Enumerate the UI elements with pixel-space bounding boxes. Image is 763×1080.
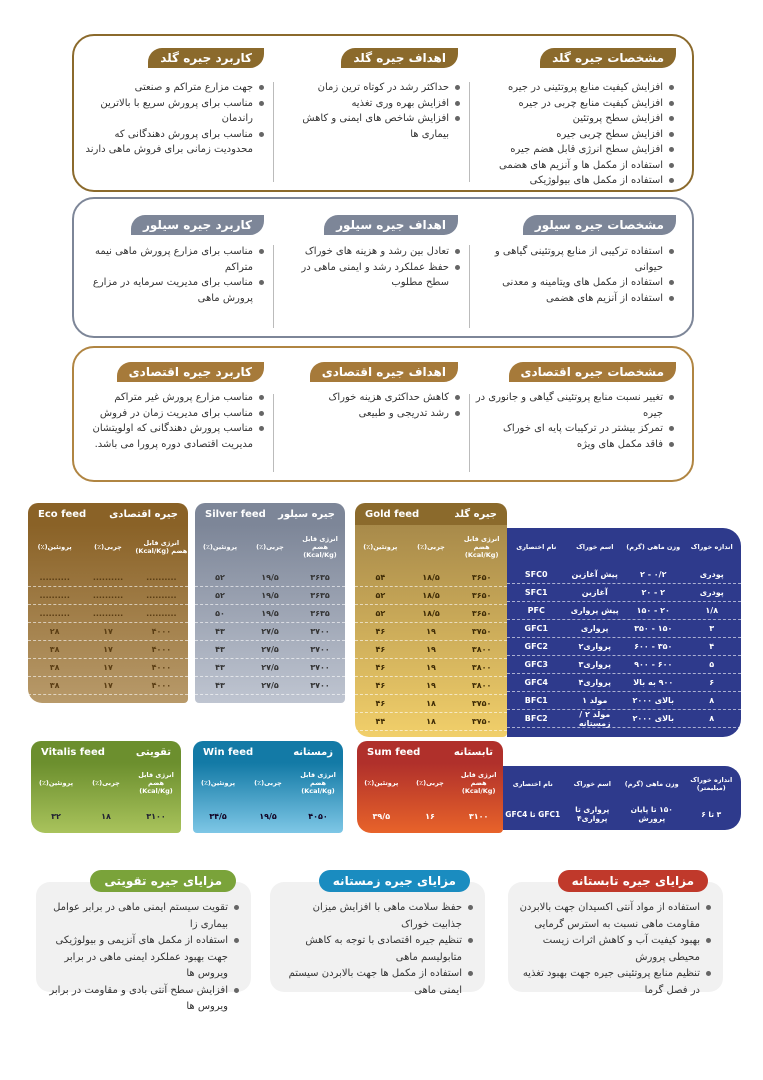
cell: مولد ۲ / زمستانه [578, 709, 611, 728]
table-row [503, 802, 741, 826]
list-item: استفاده از مواد آنتی اکسیدان جهت بالابردن مقاومت ماهی نسبت به استرس گرمایی [518, 900, 711, 933]
list-item: فاقد مکمل های ویژه [474, 437, 674, 453]
cell: پرواری۴ [578, 678, 612, 687]
cell: پیش پرواری [570, 606, 619, 615]
cell: ۳۷۰۰ [310, 627, 330, 636]
divider [469, 82, 471, 182]
cell: بالای ۲۰۰۰ [632, 714, 675, 723]
list-item: تنظیم جیره اقتصادی با توجه به کاهش متابولیسم ماهی [280, 933, 473, 966]
list-item: حفظ سلامت ماهی با افزایش میزان جذابیت خوراک [280, 900, 473, 933]
eco-goal-title: اهداف جیره اقتصادی [310, 362, 458, 382]
col-code: نام اختصاری [516, 543, 557, 551]
col-fat: چربی(٪) [254, 779, 282, 787]
cell: ۴۰۰۰ [151, 627, 172, 636]
cell: .......... [146, 573, 177, 582]
col-name: اسم خوراک [573, 780, 611, 788]
list-item: تقویت سیستم ایمنی ماهی در برابر عوامل بیماری زا [46, 900, 239, 933]
eco-use-title: کاربرد جیره اقتصادی [117, 362, 264, 382]
cell: ۳۷۰۰ [310, 681, 330, 690]
cell: ۱۹/۵ [259, 811, 277, 821]
cell: ۲۰ - ۱۵۰ [636, 606, 670, 615]
list-item: مناسب برای پرورش دهندگانی که محدودیت زمانی برای فروش ماهی دارند [84, 127, 264, 158]
col-energy: انرژی قابل هضم (Kcal/Kg) [138, 771, 174, 795]
cell: .......... [92, 573, 124, 582]
list-item: افزایش بهره وری تغذیه [280, 96, 460, 112]
table-row [355, 587, 507, 605]
table-row [28, 605, 188, 623]
main-feed-table [507, 528, 741, 737]
eco-spec-list [474, 390, 674, 452]
col-fat: چربی(٪) [417, 543, 445, 551]
silver-feed-en: Silver feed [205, 508, 266, 520]
winter-benefits-title: مزایای جیره زمستانه [319, 870, 470, 892]
cell: ۳۱۰۰ [468, 811, 489, 821]
win-feed-en: Win feed [203, 746, 254, 758]
cell: ۳۶۵۰ [471, 573, 492, 582]
cell: ۴۰۵۰ [308, 811, 328, 821]
col-size: اندازه خوراک (میلیمتر) [690, 776, 733, 792]
vitalis-benefits-box [36, 874, 251, 1012]
eco-goal-list [280, 390, 460, 421]
cell: ۱۷ [103, 681, 113, 690]
col-fat: چربی(٪) [92, 779, 120, 787]
table-row [355, 641, 507, 659]
cell: .......... [92, 591, 124, 600]
list-item: استفاده ترکیبی از منابع پروتئینی گیاهی و حیوانی [474, 244, 674, 275]
col-size: اندازه خوراک [690, 543, 733, 551]
col-protein: پروتئین(٪) [37, 543, 72, 551]
col-energy: انرژی قابل هضم (Kcal/Kg) [302, 535, 338, 559]
cell: ۳۷۵۰ [471, 699, 492, 708]
gold-use-list [84, 80, 264, 158]
cell: ۲۷/۵ [261, 645, 279, 654]
table-row [507, 638, 741, 656]
cell: ۹۰۰ به بالا [633, 678, 674, 687]
cell: ۱۸/۵ [422, 591, 440, 600]
table-row [195, 677, 345, 695]
cell: ۱۹ [426, 663, 436, 672]
gold-feed-en: Gold feed [365, 508, 420, 520]
table-row [355, 623, 507, 641]
sum-feed-title: تابستانه [453, 746, 493, 758]
cell: ۲۷/۵ [261, 663, 279, 672]
silver-feed-header [195, 503, 345, 525]
silver-goal-list [280, 244, 460, 291]
cell: ۴۶ [375, 663, 386, 672]
cell: ۱۸/۵ [422, 573, 440, 582]
cell: ۴۶ [375, 681, 386, 690]
vitalis-feed-table [31, 763, 181, 833]
list-item: استفاده از مکمل ها و آنزیم های هضمی [474, 158, 674, 174]
cell: ۴۳ [215, 663, 225, 672]
cell: پودری [699, 588, 724, 597]
sum-feed-en: Sum feed [367, 746, 421, 758]
gold-use-title: کاربرد جیره گلد [148, 48, 264, 68]
col-protein: پروتئین(٪) [38, 779, 74, 787]
cell: ۴۴ [375, 717, 386, 726]
list-item: استفاده از آنزیم های هضمی [474, 291, 674, 307]
list-item: استفاده از مکمل های آنزیمی و بیولوژیکی جهت بهبود عملکرد ایمنی ماهی در برابر ویروس ها [46, 933, 239, 983]
divider [273, 82, 275, 182]
cell: ۳۴/۵ [209, 811, 227, 821]
cell: ۶۰۰ - ۹۰۰ [634, 660, 673, 669]
table-row [507, 692, 741, 710]
cell: ۳ [709, 624, 715, 633]
list-item: استفاده از مکمل های ویتامینه و معدنی [474, 275, 674, 291]
cell: ۳۷۰۰ [310, 663, 330, 672]
table-header [193, 763, 343, 803]
cell: ۳۷۵۰ [471, 627, 492, 636]
cell: ۳۸ [49, 645, 60, 654]
col-protein: پروتئین(٪) [200, 779, 236, 787]
cell: ۳۶۵۰ [471, 591, 492, 600]
list-item: بهبود کیفیت آب و کاهش اثرات زیست محیطی پرورش [518, 933, 711, 966]
cell: ۳۹/۵ [372, 811, 391, 821]
silver-feed-title: جیره سیلور [278, 508, 335, 520]
eco-feed-header [28, 503, 188, 525]
col-protein: پروتئین(٪) [363, 543, 398, 551]
cell: BFC1 [524, 696, 548, 705]
winter-benefits-box [270, 874, 485, 996]
vitalis-benefits-title: مزایای جیره تقویتی [90, 870, 236, 892]
cell: ۳۸۰۰ [471, 645, 492, 654]
table-row [195, 641, 345, 659]
cell: پرواری [580, 624, 609, 633]
table-row [28, 677, 188, 695]
col-energy: انرژی قابل هضم (Kcal/Kg) [300, 771, 336, 795]
winter-benefits-list [280, 900, 473, 999]
gold-feed-panel [72, 34, 694, 192]
list-item: مناسب پرورش دهندگانی که اولویتشان مدیریت اقتصادی دوره پرورا می باشد. [84, 421, 264, 452]
gold-goal-list [280, 80, 460, 142]
cell: ۴۰۰۰ [151, 645, 172, 654]
table-row [28, 587, 188, 605]
list-item: کاهش حداکثری هزینه خوراک [280, 390, 460, 406]
cell: ۱۷ [103, 627, 113, 636]
col-energy: انرژی قابل هضم (Kcal/Kg) [135, 539, 188, 555]
cell: ۳۶۳۵ [310, 609, 330, 618]
table-row [507, 674, 741, 692]
cell: ۱۹ [426, 645, 436, 654]
list-item: مناسب برای مزارع پرورش ماهی نیمه متراکم [84, 244, 264, 275]
cell: ۳۱۰۰ [146, 811, 166, 821]
table-header [28, 525, 188, 569]
summer-benefits-title: مزایای جیره تابستانه [558, 870, 708, 892]
list-item: مناسب برای مدیریت سرمایه در مزارع پرورش ماهی [84, 275, 264, 306]
vitalis-feed-en: Vitalis feed [41, 746, 105, 758]
col-protein: پروتئین(٪) [364, 779, 399, 787]
table-row [355, 713, 507, 731]
vitalis-benefits-list [46, 900, 239, 1016]
cell: ۳۸ [49, 681, 60, 690]
eco-feed-title: جیره اقتصادی [109, 508, 178, 520]
cell: GFC3 [524, 660, 548, 669]
table-row [355, 569, 507, 587]
eco-feed-table [28, 525, 188, 703]
cell: پیش آغازین [571, 570, 618, 579]
cell: ۱۹ [426, 627, 436, 636]
list-item: مناسب مزارع پرورش غیر متراکم [84, 390, 264, 406]
table-row [355, 605, 507, 623]
win-feed-title: زمستانه [293, 746, 333, 758]
cell: ۴۳ [215, 645, 225, 654]
cell: ۴۳ [215, 627, 225, 636]
table-header [355, 525, 507, 569]
cell: .......... [39, 591, 70, 600]
table-row [28, 623, 188, 641]
cell: ۴ [709, 642, 715, 651]
cell: ۱۵۰ - ۳۵۰ [634, 624, 673, 633]
gold-goal-title: اهداف جیره گلد [341, 48, 458, 68]
silver-use-list [84, 244, 264, 306]
list-item: جهت مزارع متراکم و صنعتی [84, 80, 264, 96]
cell: ۳۲ [51, 811, 61, 821]
cell: ۴۳ [215, 681, 225, 690]
cell: ۸ [709, 696, 715, 705]
cell: ۳۷۵۰ [471, 717, 492, 726]
cell: ۵۰ [215, 609, 225, 618]
silver-use-title: کاربرد جیره سیلور [131, 215, 264, 235]
table-row [507, 602, 741, 620]
col-energy: انرژی قابل هضم (Kcal/Kg) [463, 535, 500, 559]
sum-feed-table [357, 763, 503, 833]
cell: ۱۸ [426, 699, 436, 708]
list-item: افزایش سطح آنتی بادی و مقاومت در برابر ویروس ها [46, 983, 239, 1016]
table-header [503, 766, 741, 802]
table-row [357, 803, 503, 829]
list-item: تمرکز بیشتر در ترکیبات پایه ای خوراک [474, 421, 674, 437]
cell: ۱۹/۵ [261, 609, 279, 618]
silver-goal-title: اهداف جیره سیلور [324, 215, 458, 235]
list-item: افزایش سطح پروتئین [474, 111, 674, 127]
list-item: حداکثر رشد در کوتاه ترین زمان [280, 80, 460, 96]
silver-spec-title: مشخصات جیره سیلور [523, 215, 676, 235]
cell: ۱۸ [426, 717, 436, 726]
vitalis-feed-title: تقویتی [135, 746, 171, 758]
eco-use-list [84, 390, 264, 452]
cell: ۳۷۰۰ [310, 645, 330, 654]
cell: ۱۷ [103, 645, 113, 654]
cell: ۱۹/۵ [261, 591, 279, 600]
cell: ۰/۲ - ۲ [640, 570, 667, 579]
col-fat: چربی(٪) [94, 543, 122, 551]
cell: ۳۶۳۵ [310, 573, 330, 582]
cell: ۳۸۰۰ [471, 681, 492, 690]
cell: آغازین [581, 588, 608, 597]
table-row [355, 677, 507, 695]
vitalis-feed-header [31, 741, 181, 763]
cell: ۵۲ [375, 609, 386, 618]
list-item: استفاده از مکمل ها جهت بالابردن سیستم ایمنی ماهی [280, 966, 473, 999]
cell: مولد ۱ [582, 696, 608, 705]
table-row [193, 803, 343, 829]
table-header [357, 763, 503, 803]
col-protein: پروتئین(٪) [202, 543, 238, 551]
col-energy: انرژی قابل هضم (Kcal/Kg) [460, 771, 497, 795]
cell: ۳۶۵۰ [471, 609, 492, 618]
list-item: افزایش کیفیت منابع چربی در جیره [474, 96, 674, 112]
cell: ۳۶۳۵ [310, 591, 330, 600]
cell: بالای ۲۰۰۰ [632, 696, 675, 705]
list-item: تغییر نسبت منابع پروتئینی گیاهی و جانوری در جیره [474, 390, 674, 421]
sum-feed-header [357, 741, 503, 763]
cell: PFC [527, 606, 545, 615]
divider [273, 245, 275, 328]
gold-feed-header [355, 503, 507, 525]
table-row [507, 620, 741, 638]
table-row [28, 569, 188, 587]
cell: .......... [146, 609, 177, 618]
table-row [507, 710, 741, 728]
table-row [355, 659, 507, 677]
list-item: مناسب برای پرورش سریع با بالاترین راندمان [84, 96, 264, 127]
list-item: افزایش شاخص های ایمنی و کاهش بیماری ها [280, 111, 460, 142]
win-feed-table [193, 763, 343, 833]
table-row [195, 605, 345, 623]
table-row [195, 623, 345, 641]
silver-feed-panel [72, 197, 694, 338]
cell: GFC2 [524, 642, 548, 651]
cell: ۱۸ [101, 811, 111, 821]
cell: .......... [39, 609, 70, 618]
table-row [28, 641, 188, 659]
list-item: افزایش سطح چربی جیره [474, 127, 674, 143]
cell: ۱۹ [426, 681, 436, 690]
summer-benefits-list [518, 900, 711, 999]
list-item: تعادل بین رشد و هزینه های خوراک [280, 244, 460, 260]
cell: SFC1 [524, 588, 548, 597]
cell: ۲۸ [49, 627, 60, 636]
cell: ۳۸ [49, 663, 60, 672]
cell: .......... [92, 609, 124, 618]
table-row [507, 584, 741, 602]
cell: ۲۷/۵ [261, 627, 279, 636]
cell: ۸ [709, 714, 715, 723]
cell: ۳ تا ۶ [701, 809, 722, 819]
cell: ۴۰۰۰ [151, 663, 172, 672]
win-feed-header [193, 741, 343, 763]
col-weight: وزن ماهی (گرم) [626, 543, 681, 551]
list-item: تنظیم منابع پروتئینی جیره جهت بهبود تغذیه در فصل گرما [518, 966, 711, 999]
gold-feed-table [355, 525, 507, 737]
cell: ۶ [709, 678, 715, 687]
silver-feed-table [195, 525, 345, 703]
list-item: افزایش سطح انرژی قابل هضم جیره [474, 142, 674, 158]
eco-spec-title: مشخصات جیره اقتصادی [509, 362, 676, 382]
cell: .......... [146, 591, 177, 600]
silver-spec-list [474, 244, 674, 306]
table-row [28, 659, 188, 677]
cell: ۱۵۰ تا پایان پرورش [630, 805, 673, 823]
cell: پرواری تا پرواری۴ [575, 805, 610, 823]
cell: ۱/۸ [705, 606, 719, 615]
cell: ۴۶ [375, 699, 386, 708]
divider [469, 394, 471, 472]
table-row [31, 803, 181, 829]
cell: ۱۸/۵ [422, 609, 440, 618]
table-header [195, 525, 345, 569]
cell: ۴۰۰۰ [151, 681, 172, 690]
cell: ۳۵۰ - ۶۰۰ [634, 642, 673, 651]
cell: GFC1 [524, 624, 548, 633]
cell: پودری [699, 570, 724, 579]
divider [469, 245, 471, 328]
cell: ۵۴ [375, 573, 386, 582]
gold-spec-title: مشخصات جیره گلد [540, 48, 676, 68]
gold-feed-title: جیره گلد [454, 508, 497, 520]
cell: GFC1 تا GFC4 [505, 809, 561, 819]
cell: ۲۷/۵ [261, 681, 279, 690]
season-main-table [503, 766, 741, 830]
table-header [507, 528, 741, 566]
list-item: حفظ عملکرد رشد و ایمنی ماهی در سطح مطلوب [280, 260, 460, 291]
table-row [355, 695, 507, 713]
cell: ۴۶ [375, 627, 386, 636]
table-row [507, 566, 741, 584]
table-row [195, 569, 345, 587]
col-name: اسم خوراک [576, 543, 614, 551]
divider [273, 394, 275, 472]
gold-spec-list [474, 80, 674, 189]
list-item: رشد تدریجی و طبیعی [280, 406, 460, 422]
cell: .......... [39, 573, 70, 582]
cell: ۱۶ [425, 811, 435, 821]
col-weight: وزن ماهی (گرم) [624, 780, 679, 788]
cell: ۵۲ [375, 591, 386, 600]
table-row [195, 659, 345, 677]
cell: ۳۸۰۰ [471, 663, 492, 672]
col-fat: چربی(٪) [256, 543, 284, 551]
cell: ۴۶ [375, 645, 386, 654]
list-item: مناسب برای مدیریت زمان در فروش [84, 406, 264, 422]
eco-feed-panel [72, 346, 694, 482]
cell: SFC0 [524, 570, 548, 579]
cell: پرواری۳ [578, 660, 612, 669]
cell: GFC4 [524, 678, 548, 687]
cell: BFC2 [524, 714, 548, 723]
list-item: افزایش کیفیت منابع پروتئینی در جیره [474, 80, 674, 96]
cell: ۱۷ [103, 663, 113, 672]
cell: ۵۲ [215, 591, 225, 600]
table-row [195, 587, 345, 605]
list-item: استفاده از مکمل های بیولوژیکی [474, 173, 674, 189]
cell: ۱۹/۵ [261, 573, 279, 582]
col-code: نام اختصاری [512, 780, 553, 788]
summer-benefits-box [508, 874, 723, 996]
cell: پرواری۲ [578, 642, 612, 651]
cell: ۲ - ۲۰ [641, 588, 666, 597]
table-header [31, 763, 181, 803]
col-fat: چربی(٪) [416, 779, 444, 787]
cell: ۵ [709, 660, 715, 669]
cell: ۵۲ [215, 573, 225, 582]
table-row [507, 656, 741, 674]
eco-feed-en: Eco feed [38, 508, 87, 520]
